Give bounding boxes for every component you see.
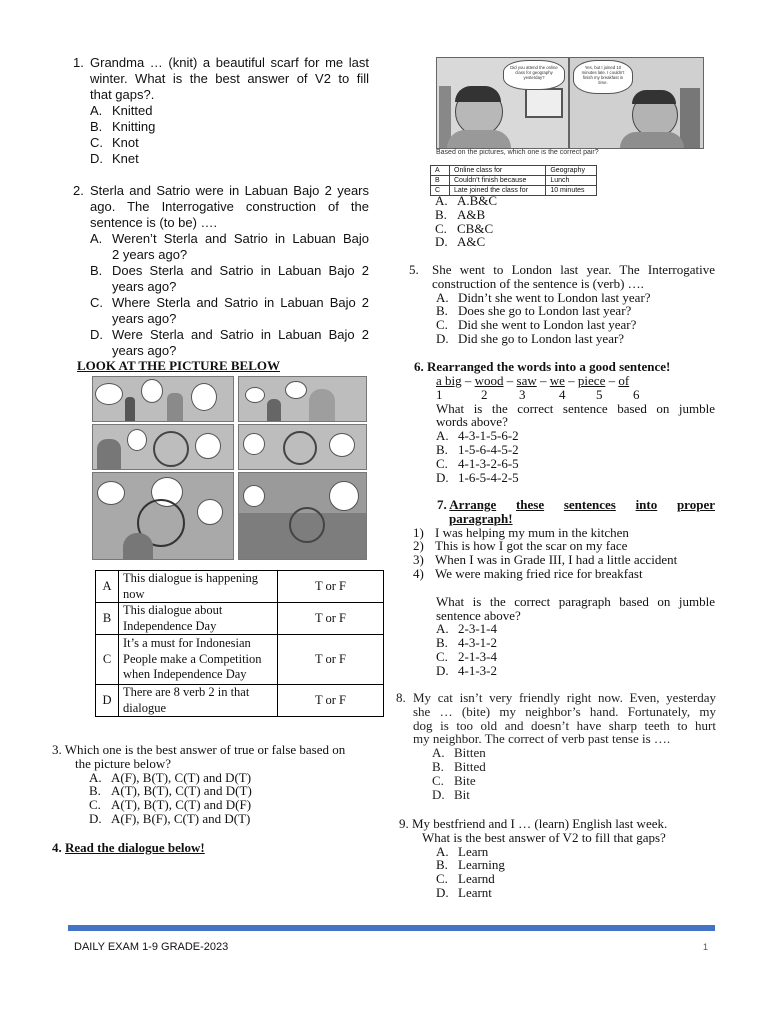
answer-option — [436, 622, 715, 636]
question-number: 9. — [399, 816, 409, 831]
jumble-word: a big — [436, 372, 462, 388]
option-letter: A. — [436, 428, 449, 444]
table-cell: 10 minutes — [546, 186, 597, 196]
question-text: Grandma … (knit) a beautiful scarf for me last winter. What is the best answer of V2 to fill that gaps?. — [90, 55, 369, 102]
option-text: Learning — [458, 857, 505, 873]
answer-option — [432, 774, 716, 788]
option-list — [413, 746, 716, 801]
answer-option — [436, 858, 715, 872]
statement-cell: It’s a must for Indonesian People make a Competition when Independence Day — [119, 635, 278, 685]
option-text: Does she go to London last year? — [458, 303, 632, 319]
option-letter: B. — [90, 119, 103, 134]
option-letter: B. — [436, 303, 448, 319]
answer-option — [435, 222, 635, 236]
option-letter: B. — [90, 263, 103, 278]
table-row — [96, 603, 384, 635]
jumble-numbers — [414, 388, 715, 402]
option-text: A&C — [457, 234, 486, 250]
option-text: A.B&C — [457, 193, 498, 208]
option-text: A(F), B(F), C(T) and D(T) — [111, 810, 251, 826]
option-letter: D. — [89, 810, 102, 826]
comic-panel — [437, 58, 570, 148]
row-letter: A — [96, 571, 119, 603]
option-text: 4-1-3-2-6-5 — [458, 455, 519, 471]
answer-option — [90, 263, 369, 295]
table-cell: Lunch — [546, 176, 597, 186]
table-row — [431, 166, 597, 176]
option-list — [413, 622, 715, 677]
option-text-cont: years ago? — [112, 311, 177, 326]
option-letter: C. — [436, 648, 448, 664]
jumble-number: 1 — [436, 386, 443, 402]
answer-option — [90, 327, 369, 359]
option-letter: A. — [435, 193, 448, 208]
question-text: Sterla and Satrio were in Labuan Bajo 2 years ago. The Interrogative construction of the sentence is (to be) …. — [90, 183, 369, 230]
comic-panel — [238, 376, 367, 422]
comic-panel — [92, 376, 234, 422]
statement-cell: There are 8 verb 2 in that dialogue — [119, 685, 278, 717]
question-text-cont: construction of the sentence is (verb) …. — [432, 275, 644, 291]
option-text: 1-5-6-4-5-2 — [458, 441, 519, 457]
answer-cell: T or F — [278, 685, 384, 717]
option-text: Bit — [454, 786, 470, 802]
question-text: Which one is the best answer of true or false based on — [64, 742, 346, 757]
answer-option — [436, 291, 715, 305]
answer-option — [436, 457, 715, 471]
option-text: CB&C — [457, 220, 494, 236]
look-heading: LOOK AT THE PICTURE BELOW — [77, 358, 280, 373]
question-text: What is the correct sentence based on jumble — [436, 400, 715, 416]
option-text: Knitting — [112, 119, 156, 134]
answer-option — [413, 553, 715, 567]
question-text-cont: sentence above? — [436, 607, 521, 623]
question-text: What is the correct paragraph based on jumble — [436, 593, 715, 609]
question-title: Rearranged the words into a good sentence! — [427, 359, 671, 374]
option-letter: 3) — [413, 552, 424, 568]
true-false-table — [95, 570, 384, 717]
row-letter: B — [96, 603, 119, 635]
question-title: 7. Arrange these sentences into proper — [437, 497, 715, 512]
question-text: Read the dialogue below! — [65, 840, 205, 855]
option-letter: A. — [90, 231, 103, 246]
answer-option — [413, 526, 715, 540]
option-letter: B. — [436, 857, 448, 873]
option-letter: 4) — [413, 565, 424, 581]
answer-option — [436, 443, 715, 457]
option-text: Were Sterla and Satrio in Labuan Bajo 2 — [112, 327, 369, 342]
option-letter: B. — [89, 783, 101, 799]
comic-panel — [92, 472, 234, 560]
option-letter: A. — [436, 621, 449, 637]
table-cell: A — [431, 166, 450, 176]
answer-option — [89, 798, 372, 812]
option-text: Weren’t Sterla and Satrio in Labuan Bajo — [112, 231, 369, 246]
table-cell: Couldn’t finish because — [450, 176, 546, 186]
statement-cell: This dialogue about Independence Day — [119, 603, 278, 635]
question-2 — [73, 183, 369, 359]
option-text-cont: years ago? — [112, 343, 177, 358]
jumble-words: a big – wood – saw – we – piece – of — [436, 372, 630, 388]
option-text: A(T), B(T), C(T) and D(F) — [111, 797, 252, 813]
option-text: 2-1-3-4 — [458, 648, 497, 664]
answer-option — [432, 788, 716, 802]
option-letter: C. — [90, 135, 103, 150]
footer-bar — [68, 925, 715, 931]
option-letter: D. — [90, 327, 103, 342]
answer-option — [89, 784, 372, 798]
sentence-list — [413, 526, 715, 581]
question-6 — [414, 360, 715, 484]
question-text: She went to London last year. The Interrogative — [432, 262, 715, 277]
answer-option — [436, 471, 715, 485]
option-letter: D. — [436, 662, 449, 678]
option-text-cont: years ago? — [112, 279, 177, 294]
option-letter: B. — [432, 758, 444, 774]
question-1 — [73, 55, 369, 167]
answer-option — [413, 539, 715, 553]
option-letter: C. — [432, 772, 444, 788]
option-text-cont: 2 years ago? — [112, 247, 188, 262]
option-letter: C. — [436, 871, 448, 887]
jumble-number: 4 — [559, 386, 566, 402]
option-letter: D. — [436, 330, 449, 346]
question-number: 1. — [73, 55, 84, 70]
option-list — [432, 291, 715, 346]
answer-option — [436, 845, 715, 859]
question-text-cont: What is the best answer of V2 to fill that gaps? — [422, 829, 666, 845]
question-text-cont: words above? — [436, 414, 508, 430]
option-letter: C. — [89, 797, 101, 813]
comic-panel — [92, 424, 234, 470]
option-text: Bitten — [454, 745, 486, 761]
answer-option — [436, 886, 715, 900]
question-4 — [52, 840, 205, 856]
option-letter: C. — [435, 220, 447, 236]
table-cell: Online class for — [450, 166, 546, 176]
option-letter: 2) — [413, 538, 424, 554]
answer-cell: T or F — [278, 571, 384, 603]
option-text: Learnd — [458, 871, 495, 887]
jumble-number: 2 — [481, 386, 488, 402]
option-letter: D. — [436, 884, 449, 900]
jumble-word: of — [618, 372, 630, 388]
option-letter: C. — [90, 295, 103, 310]
option-text: A(F), B(T), C(T) and D(T) — [111, 769, 252, 785]
question-7 — [413, 498, 715, 678]
option-letter: A. — [436, 289, 449, 305]
option-text: 4-3-1-2 — [458, 635, 497, 651]
option-list — [399, 845, 715, 900]
option-letter: A. — [90, 103, 103, 118]
table-row — [96, 571, 384, 603]
question-5 — [409, 263, 715, 346]
page-number: 1 — [703, 942, 709, 952]
jumble-number: 3 — [519, 386, 526, 402]
question-3 — [52, 743, 372, 826]
answer-option — [436, 304, 715, 318]
option-list — [90, 103, 369, 167]
answer-option — [436, 664, 715, 678]
option-text: Didn’t she went to London last year? — [458, 289, 651, 305]
table-row — [96, 685, 384, 717]
table-cell: Geography — [546, 166, 597, 176]
option-text: 4-1-3-2 — [458, 662, 497, 678]
answer-option — [413, 567, 715, 581]
answer-cell: T or F — [278, 603, 384, 635]
option-text: Bitted — [454, 758, 486, 774]
comic-panel — [570, 58, 703, 148]
option-text: We were making fried rice for breakfast — [435, 565, 643, 581]
answer-option — [89, 771, 372, 785]
option-text: Does Sterla and Satrio in Labuan Bajo 2 — [112, 263, 369, 278]
table-row — [431, 176, 597, 186]
option-text: Did she went to London last year? — [458, 317, 637, 333]
option-text: Learn — [458, 843, 489, 859]
option-text: Where Sterla and Satrio in Labuan Bajo 2 — [112, 295, 369, 310]
answer-option — [90, 103, 369, 119]
option-letter: C. — [436, 317, 448, 333]
option-text: When I was in Grade III, I had a little accident — [435, 552, 678, 568]
question-4-options — [435, 194, 635, 249]
option-letter: B. — [436, 635, 448, 651]
option-text: Knot — [112, 135, 139, 150]
option-text: This is how I got the scar on my face — [435, 538, 628, 554]
option-text: 1-6-5-4-2-5 — [458, 469, 519, 485]
answer-option — [435, 208, 635, 222]
answer-option — [435, 235, 635, 249]
option-text: A(T), B(T), C(T) and D(T) — [111, 783, 252, 799]
option-text: Knitted — [112, 103, 153, 118]
table-row — [96, 635, 384, 685]
option-list — [414, 429, 715, 484]
option-text: I was helping my mum in the kitchen — [435, 524, 629, 540]
option-text: Bite — [454, 772, 476, 788]
answer-option — [436, 636, 715, 650]
option-letter: A. — [432, 745, 445, 761]
question-number: 2. — [73, 183, 84, 198]
question-number: 3. — [52, 742, 62, 757]
option-list — [52, 771, 372, 826]
option-text: A&B — [457, 206, 486, 222]
comic-panel — [238, 472, 367, 560]
footer-title: DAILY EXAM 1-9 GRADE-2023 — [74, 941, 229, 953]
jumble-number: 6 — [633, 386, 640, 402]
answer-option — [90, 295, 369, 327]
phone-call-comic — [436, 57, 704, 149]
jumble-word: wood — [474, 372, 504, 388]
table-cell: B — [431, 176, 450, 186]
question-title-cont: paragraph! — [449, 510, 513, 526]
option-letter: A. — [89, 769, 102, 785]
pair-table — [430, 165, 597, 196]
speech-bubble: Yes, but I joined 10 minutes late. I couldn’t finish my breakfast in time. — [573, 60, 633, 94]
independence-day-comic — [92, 376, 365, 558]
answer-cell: T or F — [278, 635, 384, 685]
option-letter: D. — [436, 469, 449, 485]
answer-option — [436, 650, 715, 664]
jumble-word: we — [549, 372, 565, 388]
question-8: 8. My cat isn’t very friendly right now. Even, yesterday she … (bite) my neighbor’s hand. Fortunately, my dog is too old and doesn’t have sharp teeth to hurt my neighbor. The correct of verb past tense is …. A. Bitten B. Bitted C. Bite D. Bit — [396, 690, 716, 802]
answer-option — [90, 151, 369, 167]
option-text: Learnt — [458, 884, 492, 900]
question-text-cont: the picture below? — [75, 755, 172, 771]
row-letter: D — [96, 685, 119, 717]
answer-option — [436, 332, 715, 346]
question-number: 6. — [414, 359, 424, 374]
question-number: 8. — [396, 690, 406, 705]
question-9 — [399, 817, 715, 900]
statement-cell: This dialogue is happening now — [119, 571, 278, 603]
option-letter: D. — [90, 151, 103, 166]
question-text: My cat isn’t very friendly right now. Even, yesterday — [413, 690, 716, 705]
row-letter: C — [96, 635, 119, 685]
option-letter: 1) — [413, 524, 424, 540]
answer-option — [432, 746, 716, 760]
option-text: Knet — [112, 151, 139, 166]
option-letter: D. — [432, 786, 445, 802]
answer-option — [89, 812, 372, 826]
pair-question: Based on the pictures, which one is the correct pair? — [436, 149, 599, 156]
answer-option — [90, 135, 369, 151]
jumble-number: 5 — [596, 386, 603, 402]
answer-option — [90, 231, 369, 263]
comic-panel — [238, 424, 367, 470]
option-letter: C. — [436, 455, 448, 471]
answer-option — [436, 318, 715, 332]
answer-option — [436, 429, 715, 443]
answer-option — [90, 119, 369, 135]
option-letter: A. — [436, 843, 449, 859]
question-number: 4. — [52, 840, 62, 855]
option-text: 2-3-1-4 — [458, 621, 497, 637]
jumble-word: piece — [577, 372, 606, 388]
option-letter: D. — [435, 234, 448, 250]
answer-option — [432, 760, 716, 774]
table-cell: C — [431, 186, 450, 196]
option-list — [90, 231, 369, 359]
answer-option — [435, 194, 635, 208]
jumble-word: saw — [516, 372, 537, 388]
option-text: 4-3-1-5-6-2 — [458, 428, 519, 444]
option-text: Did she go to London last year? — [458, 330, 625, 346]
option-letter: B. — [436, 441, 448, 457]
speech-bubble: Did you attend the online class for geography yesterday? — [503, 60, 565, 90]
option-letter: B. — [435, 206, 447, 222]
table-cell: Late joined the class for — [450, 186, 546, 196]
answer-option — [436, 872, 715, 886]
question-text: My bestfriend and I … (learn) English last week. — [412, 816, 668, 831]
question-number: 5. — [409, 262, 419, 277]
